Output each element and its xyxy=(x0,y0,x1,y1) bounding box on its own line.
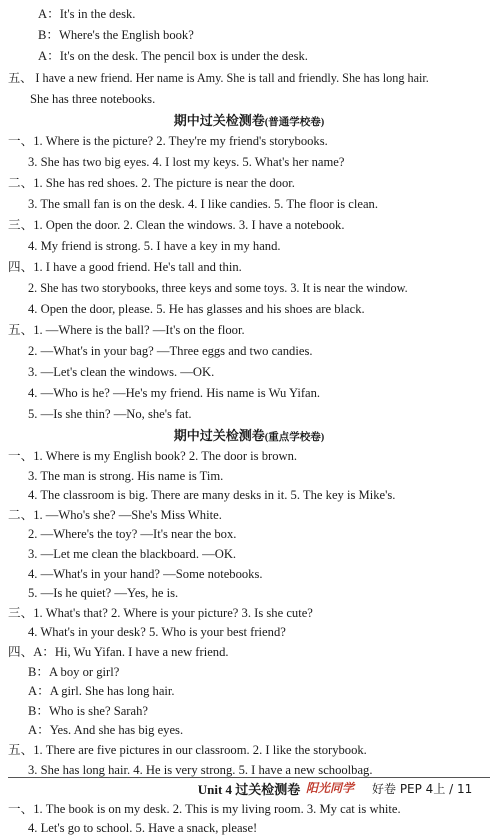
answer-line: 四、A：Hi, Wu Yifan. I have a new friend. xyxy=(8,645,229,659)
answer-line: 5. —Is she thin? —No, she's fat. xyxy=(28,407,192,421)
footer-divider xyxy=(8,777,490,778)
answer-line: B：Who is she? Sarah? xyxy=(28,703,148,718)
answer-line: 3. She has two big eyes. 4. I lost my keys. 5. What's her name? xyxy=(28,155,345,169)
section-title: 期中过关检测卷 xyxy=(173,113,265,128)
answer-line: She has three notebooks. xyxy=(30,92,156,106)
answer-line: 5. —Is he quiet? —Yes, he is. xyxy=(28,586,179,601)
section-heading xyxy=(0,427,498,447)
footer-brand: 好卷 PEP 4上 / 11 xyxy=(372,782,473,796)
answer-line: 2. —What's in your bag? —Three eggs and two candies. xyxy=(28,344,313,358)
answer-line: 2. —Where's the toy? —It's near the box. xyxy=(28,527,237,542)
answer-line: 4. Let's go to school. 5. Have a snack, please! xyxy=(28,821,258,836)
answer-line: 2. She has two storybooks, three keys and some toys. 3. It is near the window. xyxy=(28,281,408,295)
answer-line: 四、1. I have a good friend. He's tall and thin. xyxy=(8,260,242,274)
answer-line: 二、1. —Who's she? —She's Miss White. xyxy=(8,507,222,522)
answer-line: 五、1. —Where is the ball? —It's on the floor. xyxy=(8,323,245,337)
answer-line: 二、1. She has red shoes. 2. The picture is near the door. xyxy=(8,176,295,190)
answer-line: 3. She has long hair. 4. He is very strong. 5. I have a new schoolbag. xyxy=(28,762,373,777)
section-subtitle: (重点学校卷) xyxy=(264,432,325,443)
section-title: 期中过关检测卷 xyxy=(173,428,265,443)
section-heading: Unit 4 过关检测卷 xyxy=(197,782,301,798)
answer-line: A：It's in the desk. xyxy=(38,7,136,21)
answer-line: 一、1. Where is the picture? 2. They're my friend's storybooks. xyxy=(8,134,328,148)
answer-line: 4. The classroom is big. There are many desks in it. 5. The key is Mike's. xyxy=(28,488,396,503)
answer-line: 3. —Let's clean the windows. —OK. xyxy=(28,365,215,379)
answer-line: 五、 I have a new friend. Her name is Amy. She is tall and friendly. She has long hair. xyxy=(8,71,429,85)
answer-line: 4. What's in your desk? 5. Who is your best friend? xyxy=(28,625,286,640)
section-subtitle: (普通学校卷) xyxy=(264,117,325,128)
answer-line: B：A boy or girl? xyxy=(28,664,120,679)
answer-line: 4. —Who is he? —He's my friend. His name is Wu Yifan. xyxy=(28,386,321,400)
answer-line: 一、1. The book is on my desk. 2. This is my living room. 3. My cat is white. xyxy=(8,801,401,816)
answer-line: 4. My friend is strong. 5. I have a key in my hand. xyxy=(28,239,281,253)
answer-line: 3. The man is strong. His name is Tim. xyxy=(28,468,224,483)
answer-line: 4. —What's in your hand? —Some notebooks. xyxy=(28,566,263,581)
answer-line: 3. The small fan is on the desk. 4. I like candies. 5. The floor is clean. xyxy=(28,197,378,211)
answer-line: 三、1. Open the door. 2. Clean the windows. 3. I have a notebook. xyxy=(8,218,345,232)
answer-line: 三、1. What's that? 2. Where is your picture? 3. Is she cute? xyxy=(8,605,313,620)
section-heading xyxy=(0,112,498,132)
answer-line: A：It's on the desk. The pencil box is under the desk. xyxy=(38,49,308,63)
answer-line: 一、1. Where is my English book? 2. The door is brown. xyxy=(8,449,298,463)
page-footer xyxy=(0,779,498,799)
publisher-logo: 阳光同学 xyxy=(306,781,355,795)
answer-line: A：Yes. And she has big eyes. xyxy=(28,723,184,738)
answer-line: A：A girl. She has long hair. xyxy=(28,684,175,699)
answer-line: 五、1. There are five pictures in our classroom. 2. I like the storybook. xyxy=(8,743,367,757)
answer-line: 3. —Let me clean the blackboard. —OK. xyxy=(28,547,237,561)
answer-line: B：Where's the English book? xyxy=(38,28,194,42)
answer-line: 4. Open the door, please. 5. He has glasses and his shoes are black. xyxy=(28,302,365,316)
